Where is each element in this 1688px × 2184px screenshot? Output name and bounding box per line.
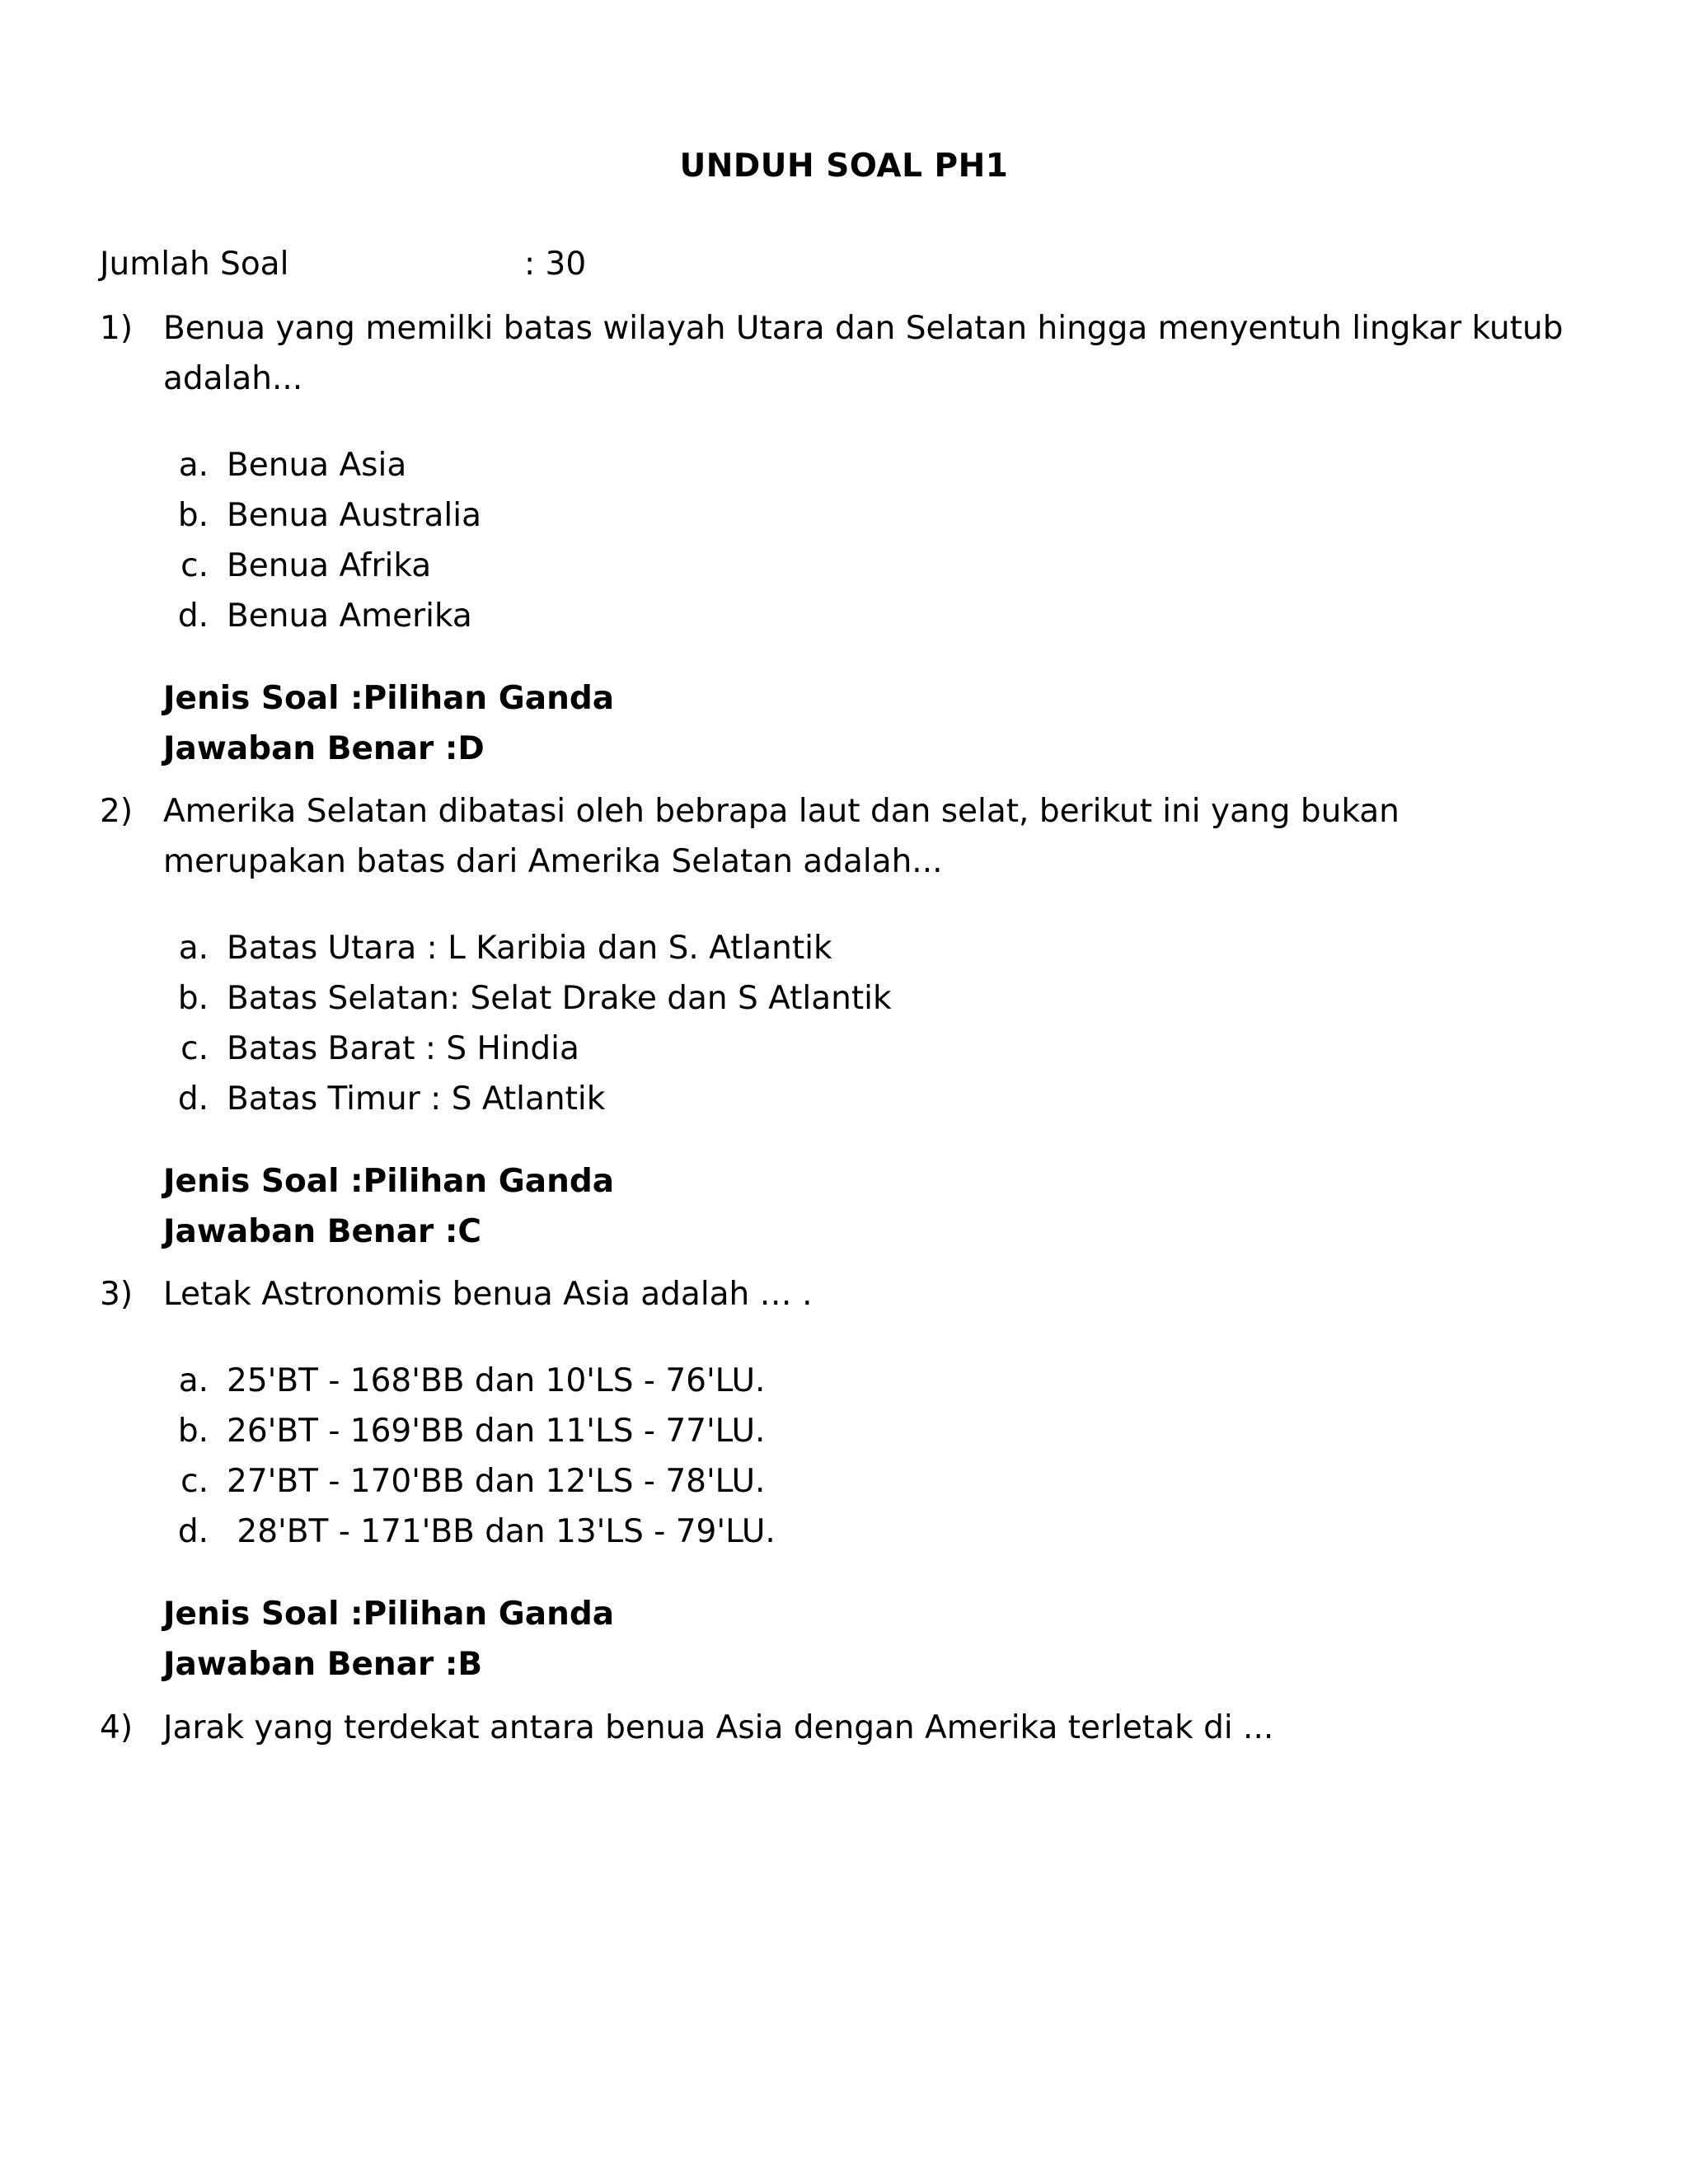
question-type: Jenis Soal :Pilihan Ganda bbox=[163, 680, 615, 717]
document-title: UNDUH SOAL PH1 bbox=[679, 148, 1009, 185]
option-letter: c. bbox=[181, 1030, 209, 1067]
question-text: Jarak yang terdekat antara benua Asia dengan Amerika terletak di ... bbox=[163, 1709, 1274, 1746]
option-a bbox=[100, 440, 1567, 490]
question-type: Jenis Soal :Pilihan Ganda bbox=[163, 1163, 615, 1200]
option-list bbox=[100, 440, 1567, 641]
option-d bbox=[100, 1074, 1567, 1124]
option-text: Benua Amerika bbox=[227, 598, 472, 635]
option-text: Batas Barat : S Hindia bbox=[227, 1030, 579, 1067]
question-number: 4) bbox=[100, 1709, 134, 1746]
option-letter: c. bbox=[181, 547, 209, 584]
question-3 bbox=[100, 1269, 1567, 1690]
question-type: Jenis Soal :Pilihan Ganda bbox=[163, 1596, 615, 1633]
question-number: 2) bbox=[100, 793, 134, 830]
option-letter: a. bbox=[178, 447, 209, 484]
option-text: Benua Australia bbox=[227, 497, 481, 534]
option-b bbox=[100, 973, 1567, 1024]
option-letter: b. bbox=[177, 497, 209, 534]
question-count bbox=[100, 243, 586, 286]
question-number: 3) bbox=[100, 1276, 134, 1313]
option-text: Batas Utara : L Karibia dan S. Atlantik bbox=[227, 930, 832, 967]
option-text: Benua Afrika bbox=[227, 547, 432, 584]
option-letter: a. bbox=[178, 1362, 209, 1399]
question-count-label: Jumlah Soal bbox=[100, 246, 289, 283]
question-meta bbox=[163, 1156, 1567, 1257]
option-text: Benua Asia bbox=[227, 447, 407, 484]
question-text: Amerika Selatan dibatasi oleh bebrapa laut dan selat, berikut ini yang bukan merupakan batas dari Amerika Selatan adalah... bbox=[163, 793, 1400, 880]
question-2 bbox=[100, 786, 1567, 1257]
option-text: Batas Timur : S Atlantik bbox=[227, 1080, 606, 1118]
correct-answer: Jawaban Benar :C bbox=[163, 1213, 482, 1250]
question-count-value: : 30 bbox=[524, 246, 587, 283]
option-b bbox=[100, 1406, 1567, 1456]
option-letter: b. bbox=[177, 1413, 209, 1450]
option-a bbox=[100, 923, 1567, 973]
option-c bbox=[100, 541, 1567, 591]
option-letter: d. bbox=[177, 1513, 209, 1550]
question-meta bbox=[163, 1589, 1567, 1690]
option-c bbox=[100, 1456, 1567, 1507]
option-list bbox=[100, 1356, 1567, 1557]
question-1 bbox=[100, 303, 1567, 774]
option-letter: c. bbox=[181, 1463, 209, 1500]
option-text: 25'BT - 168'BB dan 10'LS - 76'LU. bbox=[227, 1362, 766, 1399]
question-text: Benua yang memilki batas wilayah Utara dan Selatan hingga menyentuh lingkar kutub adalah... bbox=[163, 310, 1564, 397]
option-text: Batas Selatan: Selat Drake dan S Atlantik bbox=[227, 980, 892, 1017]
option-text: 26'BT - 169'BB dan 11'LS - 77'LU. bbox=[227, 1413, 766, 1450]
question-text: Letak Astronomis benua Asia adalah … . bbox=[163, 1276, 813, 1313]
option-list bbox=[100, 923, 1567, 1124]
option-letter: a. bbox=[178, 930, 209, 967]
question-meta bbox=[163, 673, 1567, 774]
option-c bbox=[100, 1024, 1567, 1074]
option-d bbox=[100, 1507, 1567, 1557]
correct-answer: Jawaban Benar :D bbox=[163, 730, 485, 767]
option-letter: d. bbox=[177, 598, 209, 635]
option-a bbox=[100, 1356, 1567, 1406]
option-letter: b. bbox=[177, 980, 209, 1017]
option-d bbox=[100, 591, 1567, 641]
option-text: 28'BT - 171'BB dan 13'LS - 79'LU. bbox=[227, 1513, 776, 1550]
option-b bbox=[100, 490, 1567, 541]
option-letter: d. bbox=[177, 1080, 209, 1118]
question-number: 1) bbox=[100, 310, 134, 347]
option-text: 27'BT - 170'BB dan 12'LS - 78'LU. bbox=[227, 1463, 766, 1500]
correct-answer: Jawaban Benar :B bbox=[163, 1646, 483, 1683]
question-4 bbox=[100, 1703, 1567, 1753]
